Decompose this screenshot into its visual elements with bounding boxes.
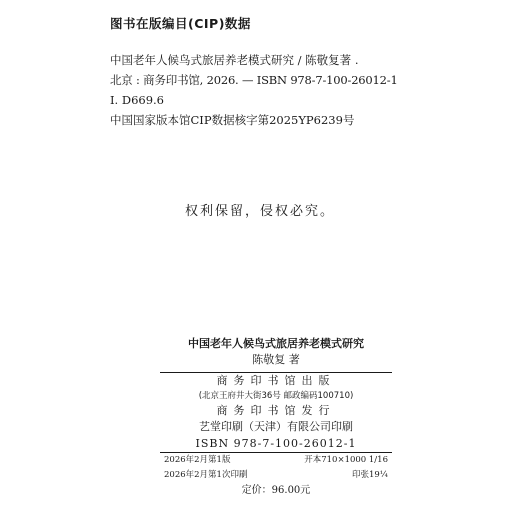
cip-heading: 图书在版编目(CIP)数据 [110,16,251,31]
printing-date: 2026年2月第1次印刷 [164,470,248,480]
colophon-block [160,336,392,499]
cip-publication-line: 北京 : 商务印书馆, 2026. — ISBN 978-7-100-26012-1 [110,73,398,87]
cip-classification-line: Ⅰ. D669.6 [110,93,164,107]
book-price: 定价：96.00元 [241,485,311,496]
book-author: 陈敬复 著 [252,353,300,366]
distributor-line: 商务印书馆发行 [216,404,336,417]
edition-date: 2026年2月第1版 [164,455,231,465]
publisher-address: (北京王府井大街36号 邮政编码100710) [198,391,354,401]
printed-sheets: 印张19¼ [351,470,388,480]
printer-line: 艺堂印刷（天津）有限公司印刷 [199,420,353,433]
book-title: 中国老年人候鸟式旅居养老模式研究 [188,337,364,350]
printing-row [160,468,392,483]
isbn-line: ISBN 978-7-100-26012-1 [195,437,357,450]
edition-row [160,453,392,468]
cip-data-block [110,14,510,130]
cip-record-number-line: 中国国家版本馆CIP数据核字第2025YP6239号 [110,113,355,127]
publisher-line: 商务印书馆出版 [216,374,336,387]
book-format: 开本710×1000 1/16 [304,455,388,465]
rights-notice: 权利保留，侵权必究。 [184,204,335,219]
cip-title-author-line: 中国老年人候鸟式旅居养老模式研究 / 陈敬复著 . [110,53,359,67]
